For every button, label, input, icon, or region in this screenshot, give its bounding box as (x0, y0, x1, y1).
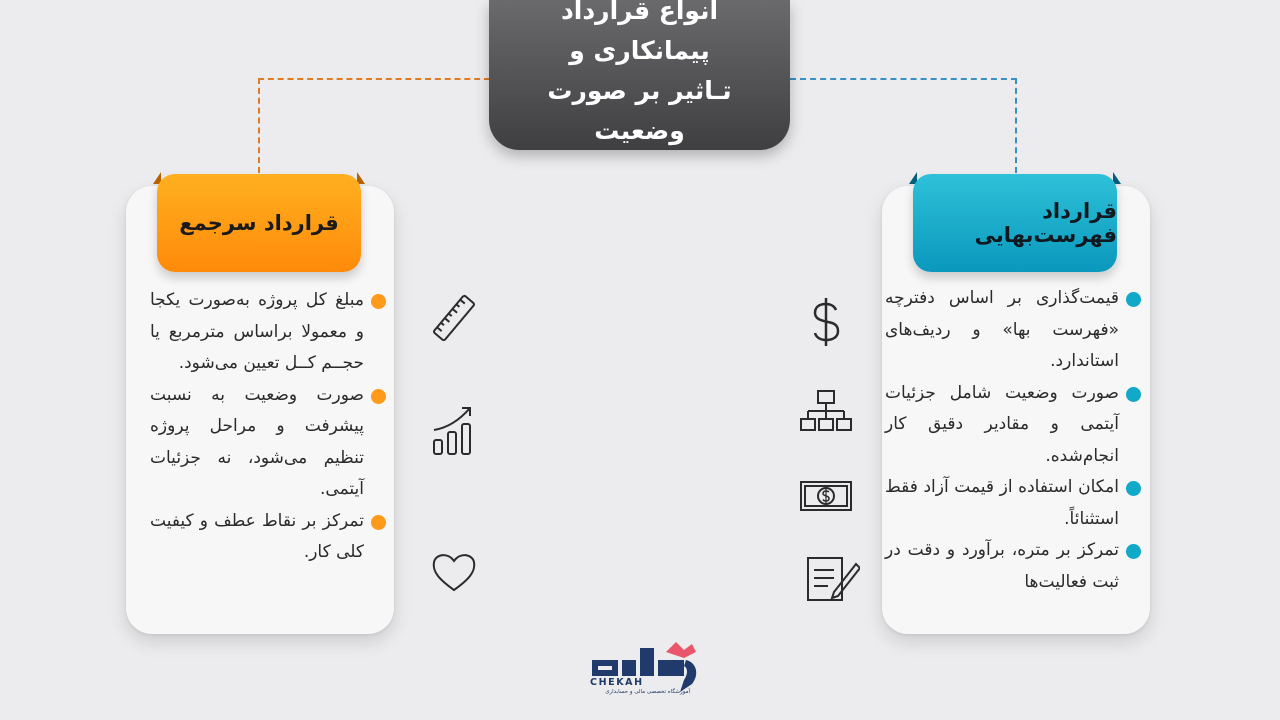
unit-price-heading: قرارداد فهرست‌بهایی (913, 174, 1117, 272)
list-item-text: تمرکز بر نقاط عطف و کیفیت کلی کار. (150, 510, 364, 562)
list-item (885, 378, 1141, 473)
list-item-text: قیمت‌گذاری بر اساس دفترچه «فهرست بها» و ردیف‌های استاندارد. (885, 288, 1119, 371)
heart-icon (426, 544, 482, 600)
bullet-icon (1126, 544, 1141, 559)
ruler-icon (426, 291, 482, 347)
list-item-text: تمرکز بر متره، برآورد و دقت در ثبت فعالیت‌ها (885, 540, 1119, 592)
hierarchy-icon (798, 383, 854, 439)
list-item (885, 472, 1141, 535)
title-line-1: انواع قرارداد پیمانکاری و (560, 0, 719, 65)
logo-subtitle: آموزشگاه تخصصی مالی و حسابداری (605, 689, 690, 695)
main-title-box (489, 0, 790, 150)
list-item-text: مبلغ کل پروژه به‌صورت یکجا و معمولا براساس مترمربع یا حجــم کــل تعیین می‌شود. (150, 290, 364, 373)
bullet-icon (1126, 387, 1141, 402)
list-item (885, 535, 1141, 598)
bullet-icon (1126, 292, 1141, 307)
dollar-icon (798, 294, 854, 350)
lump-sum-list (150, 285, 386, 569)
banknote-icon (798, 468, 854, 524)
list-item-text: صورت وضعیت شامل جزئیات آیتمی و مقادیر دقیق کار انجام‌شده. (885, 382, 1119, 466)
list-item (150, 285, 386, 380)
unit-price-list (885, 283, 1141, 598)
bullet-icon (371, 294, 386, 309)
right-connector-line (790, 78, 1017, 173)
list-item (150, 506, 386, 569)
bullet-icon (371, 389, 386, 404)
list-item (150, 380, 386, 506)
title-line-2: تـاثیر بر صورت وضعیت (547, 76, 732, 145)
bullet-icon (1126, 481, 1141, 496)
list-item-text: امکان استفاده از قیمت آزاد فقط استثنائاً. (885, 477, 1119, 529)
list-item (885, 283, 1141, 378)
list-item-text: صورت وضعیت به نسبت پیشرفت و مراحل پروژه تنظیم می‌شود، نه جزئیات آیتمی. (150, 384, 364, 499)
left-connector-line (258, 78, 490, 173)
growth-chart-icon (426, 402, 482, 458)
lump-sum-heading: قرارداد سرجمع (157, 174, 361, 272)
bullet-icon (371, 515, 386, 530)
logo-brand-text: CHEKAH (590, 677, 644, 688)
document-pen-icon (804, 550, 860, 606)
